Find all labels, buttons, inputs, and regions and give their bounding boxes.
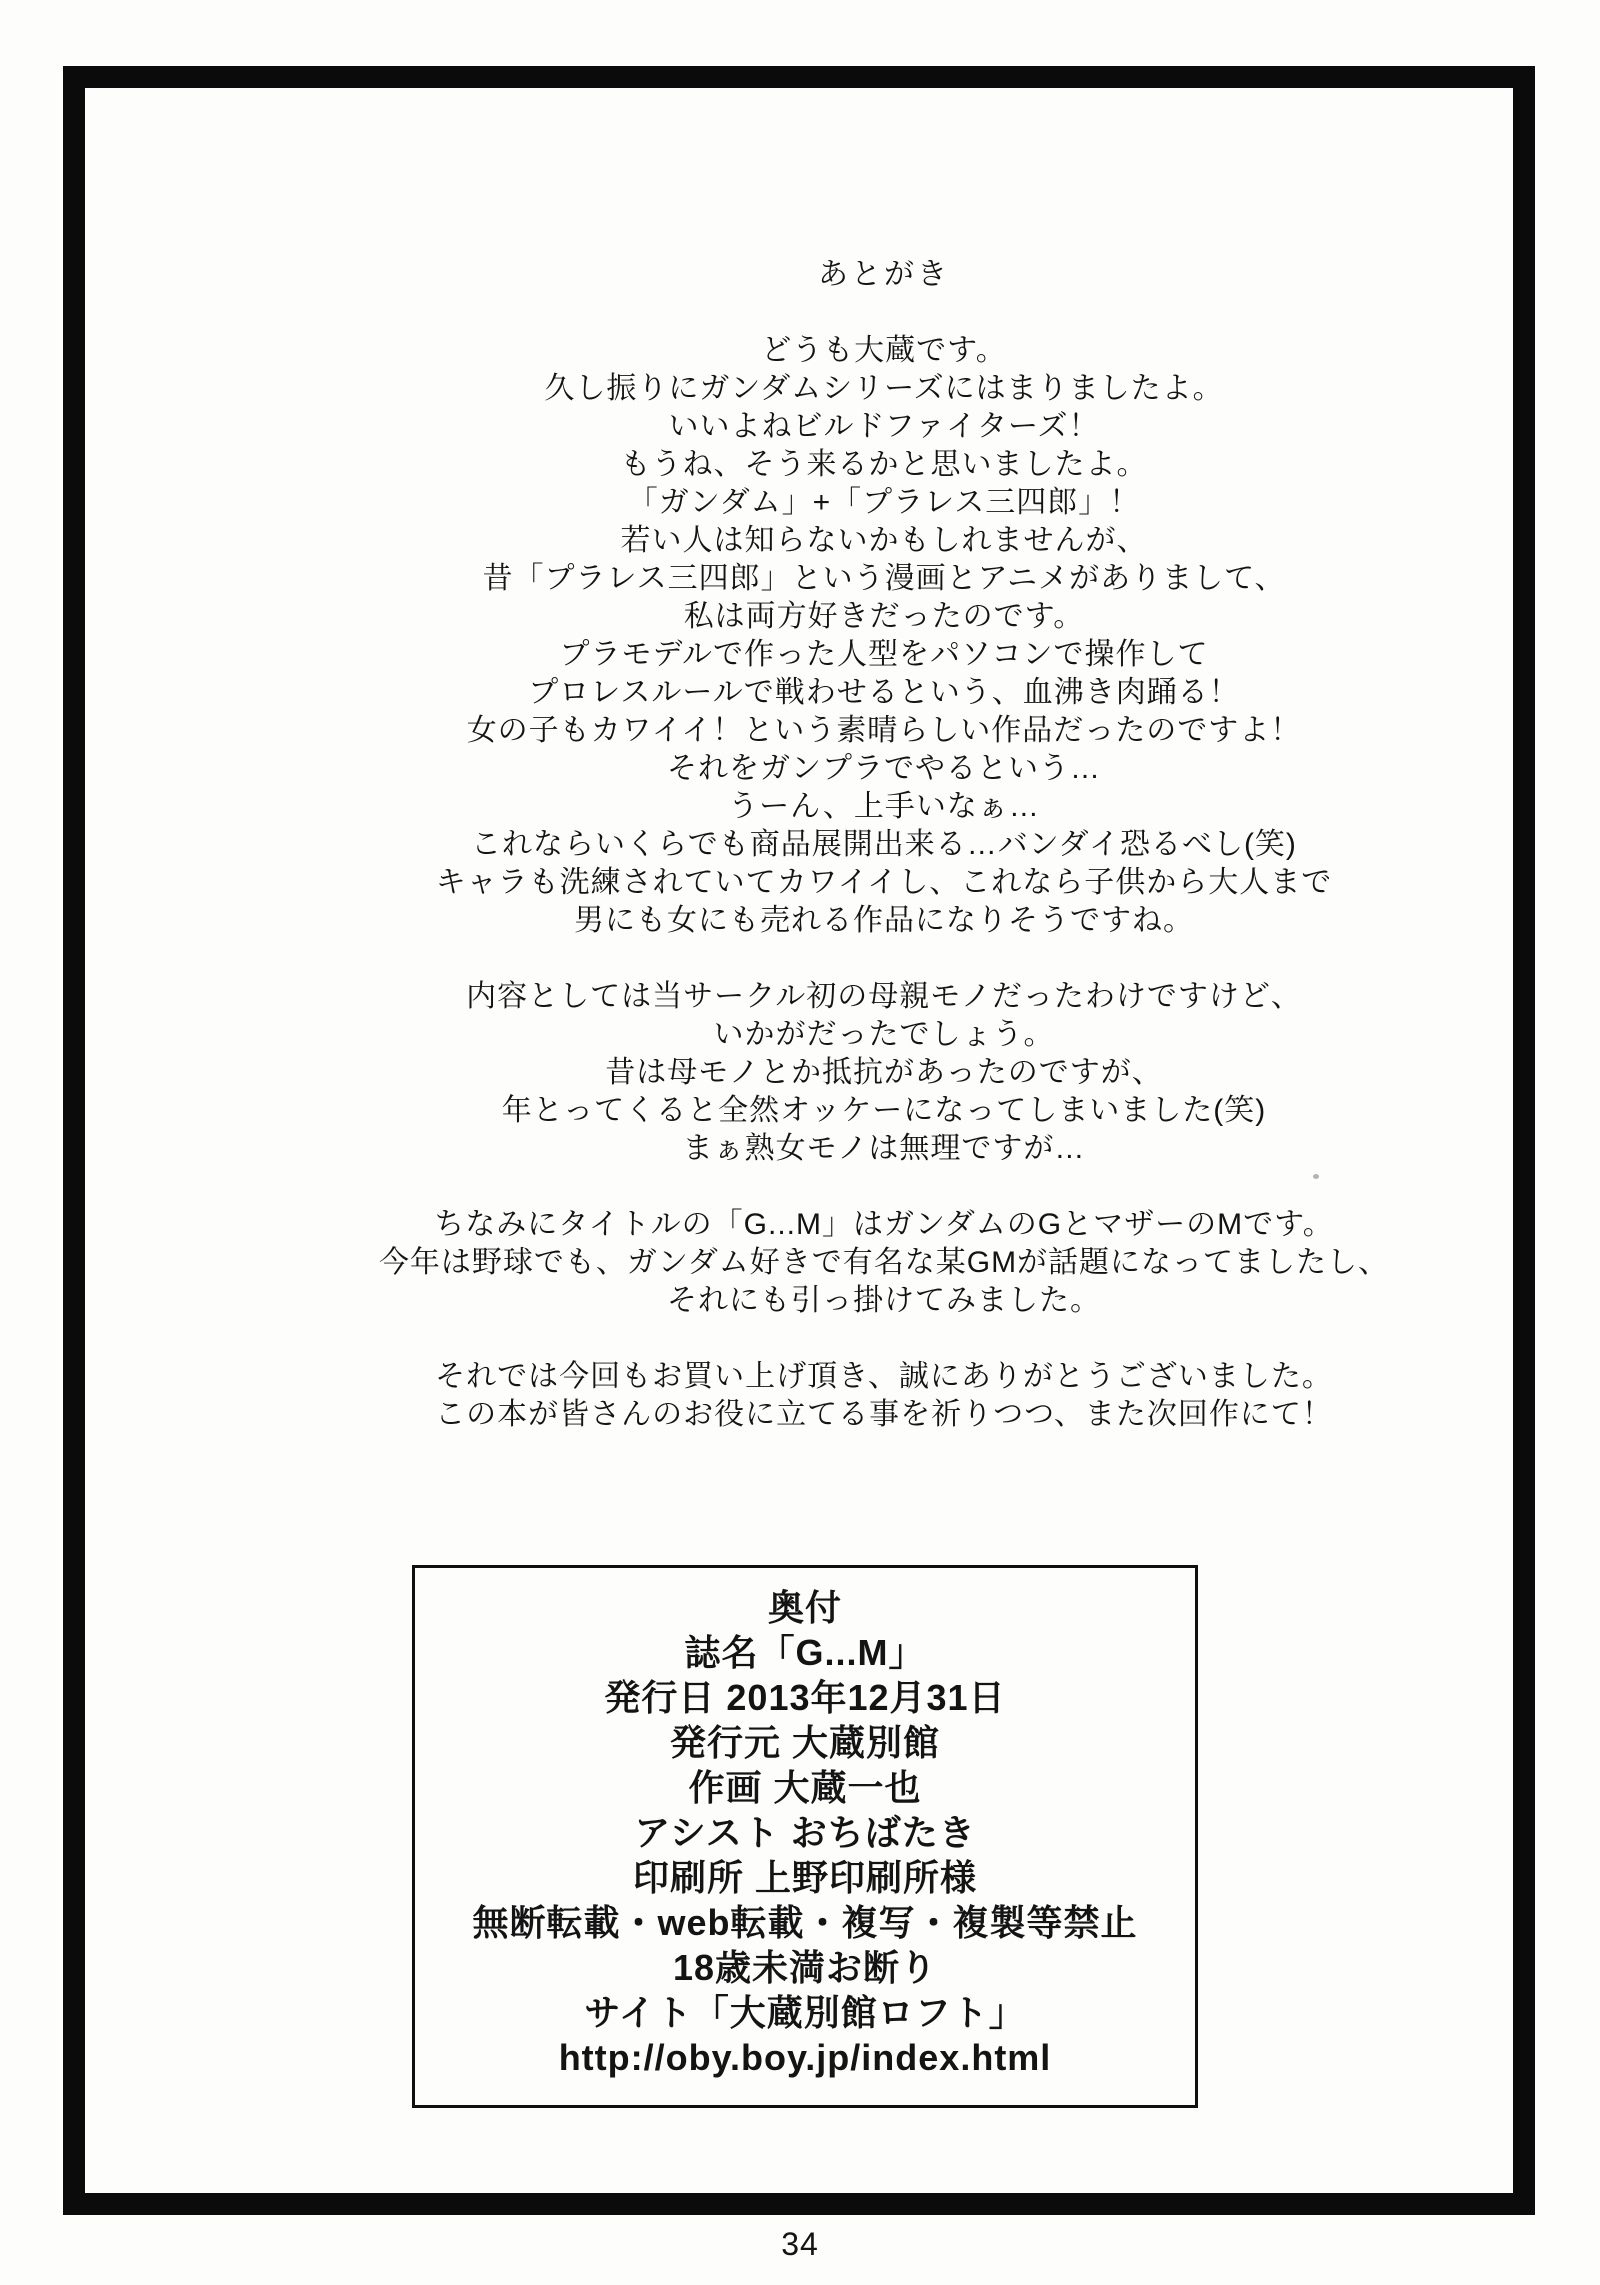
colophon-box <box>412 1565 1198 2108</box>
afterword-line: いいよねビルドファイターズ！ <box>668 410 1100 443</box>
afterword-line: 男にも女にも売れる作品になりそうですね。 <box>574 904 1194 937</box>
afterword-line: それにも引っ掛けてみました。 <box>667 1284 1101 1317</box>
afterword-line: 私は両方好きだったのです。 <box>683 600 1085 633</box>
afterword-line: この本が皆さんのお役に立てる事を祈りつつ、また次回作にて！ <box>435 1398 1333 1431</box>
colophon-line-artist: 作画 大蔵一也 <box>688 1767 922 1808</box>
scan-artifact-dot <box>1313 1174 1319 1179</box>
afterword-line: 女の子もカワイイ！という素晴らしい作品だったのですよ！ <box>466 714 1302 747</box>
afterword-line: それをガンプラでやるという… <box>667 752 1101 785</box>
afterword-line: 久し振りにガンダムシリーズにはまりましたよ。 <box>544 372 1224 405</box>
afterword-line: プラモデルで作った人型をパソコンで操作して <box>559 638 1209 671</box>
colophon-line-publisher: 発行元 大蔵別館 <box>669 1722 940 1763</box>
colophon-line-site: サイト「大蔵別館ロフト」 <box>584 1992 1026 2033</box>
colophon-line-url: http://oby.boy.jp/index.html <box>558 2037 1052 2078</box>
afterword-line: いかがだったでしょう。 <box>713 1018 1055 1051</box>
colophon-heading: 奥付 <box>767 1587 842 1628</box>
afterword-paragraph-4 <box>170 1358 1598 1434</box>
afterword-paragraph-1 <box>170 332 1598 940</box>
colophon-line-title: 誌名「G...M」 <box>684 1632 926 1673</box>
afterword-line: 年とってくると全然オッケーになってしまいました(笑) <box>501 1094 1267 1127</box>
colophon-line-date: 発行日 2013年12月31日 <box>604 1677 1006 1718</box>
afterword-line: 内容としては当サークル初の母親モノだったわけですけど、 <box>466 980 1302 1013</box>
afterword-paragraph-3 <box>170 1206 1598 1320</box>
page-number: 34 <box>781 2226 819 2262</box>
afterword-line: 昔「プラレス三四郎」という漫画とアニメがありまして、 <box>482 562 1286 595</box>
afterword-line: 昔は母モノとか抵抗があったのですが、 <box>605 1056 1163 1089</box>
afterword-line: どうも大蔵です。 <box>761 334 1007 367</box>
afterword-line: 若い人は知らないかもしれませんが、 <box>620 524 1148 557</box>
afterword-title: あとがき <box>818 258 950 291</box>
afterword-line: それでは今回もお買い上げ頂き、誠にありがとうございました。 <box>435 1360 1333 1393</box>
afterword-paragraph-2 <box>170 978 1598 1168</box>
afterword-line: キャラも洗練されていてカワイイし、これなら子供から大人まで <box>435 866 1333 899</box>
afterword-line: 「ガンダム」+「プラレス三四郎」！ <box>627 486 1141 519</box>
afterword-line: うーん、上手いなぁ… <box>728 790 1040 823</box>
colophon-line-assist: アシスト おちばたき <box>634 1812 976 1853</box>
afterword-line: もうね、そう来るかと思いましたよ。 <box>620 448 1148 481</box>
afterword-line: まぁ熟女モノは無理ですが… <box>682 1132 1086 1165</box>
colophon-line-printer: 印刷所 上野印刷所様 <box>632 1857 977 1898</box>
afterword-line: プロレスルールで戦わせるという、血沸き肉踊る！ <box>528 676 1240 709</box>
colophon-line-age-restriction: 18歳未満お断り <box>672 1947 938 1988</box>
afterword-line: ちなみにタイトルの「G...M」はガンダムのGとマザーのMです。 <box>434 1208 1334 1241</box>
afterword-line: 今年は野球でも、ガンダム好きで有名な某GMが話題になってましたし、 <box>378 1246 1390 1279</box>
colophon-line-notice: 無断転載・web転載・複写・複製等禁止 <box>472 1902 1138 1943</box>
afterword-content <box>170 176 1598 1434</box>
afterword-line: これならいくらでも商品展開出来る…バンダイ恐るべし(笑) <box>471 828 1297 861</box>
